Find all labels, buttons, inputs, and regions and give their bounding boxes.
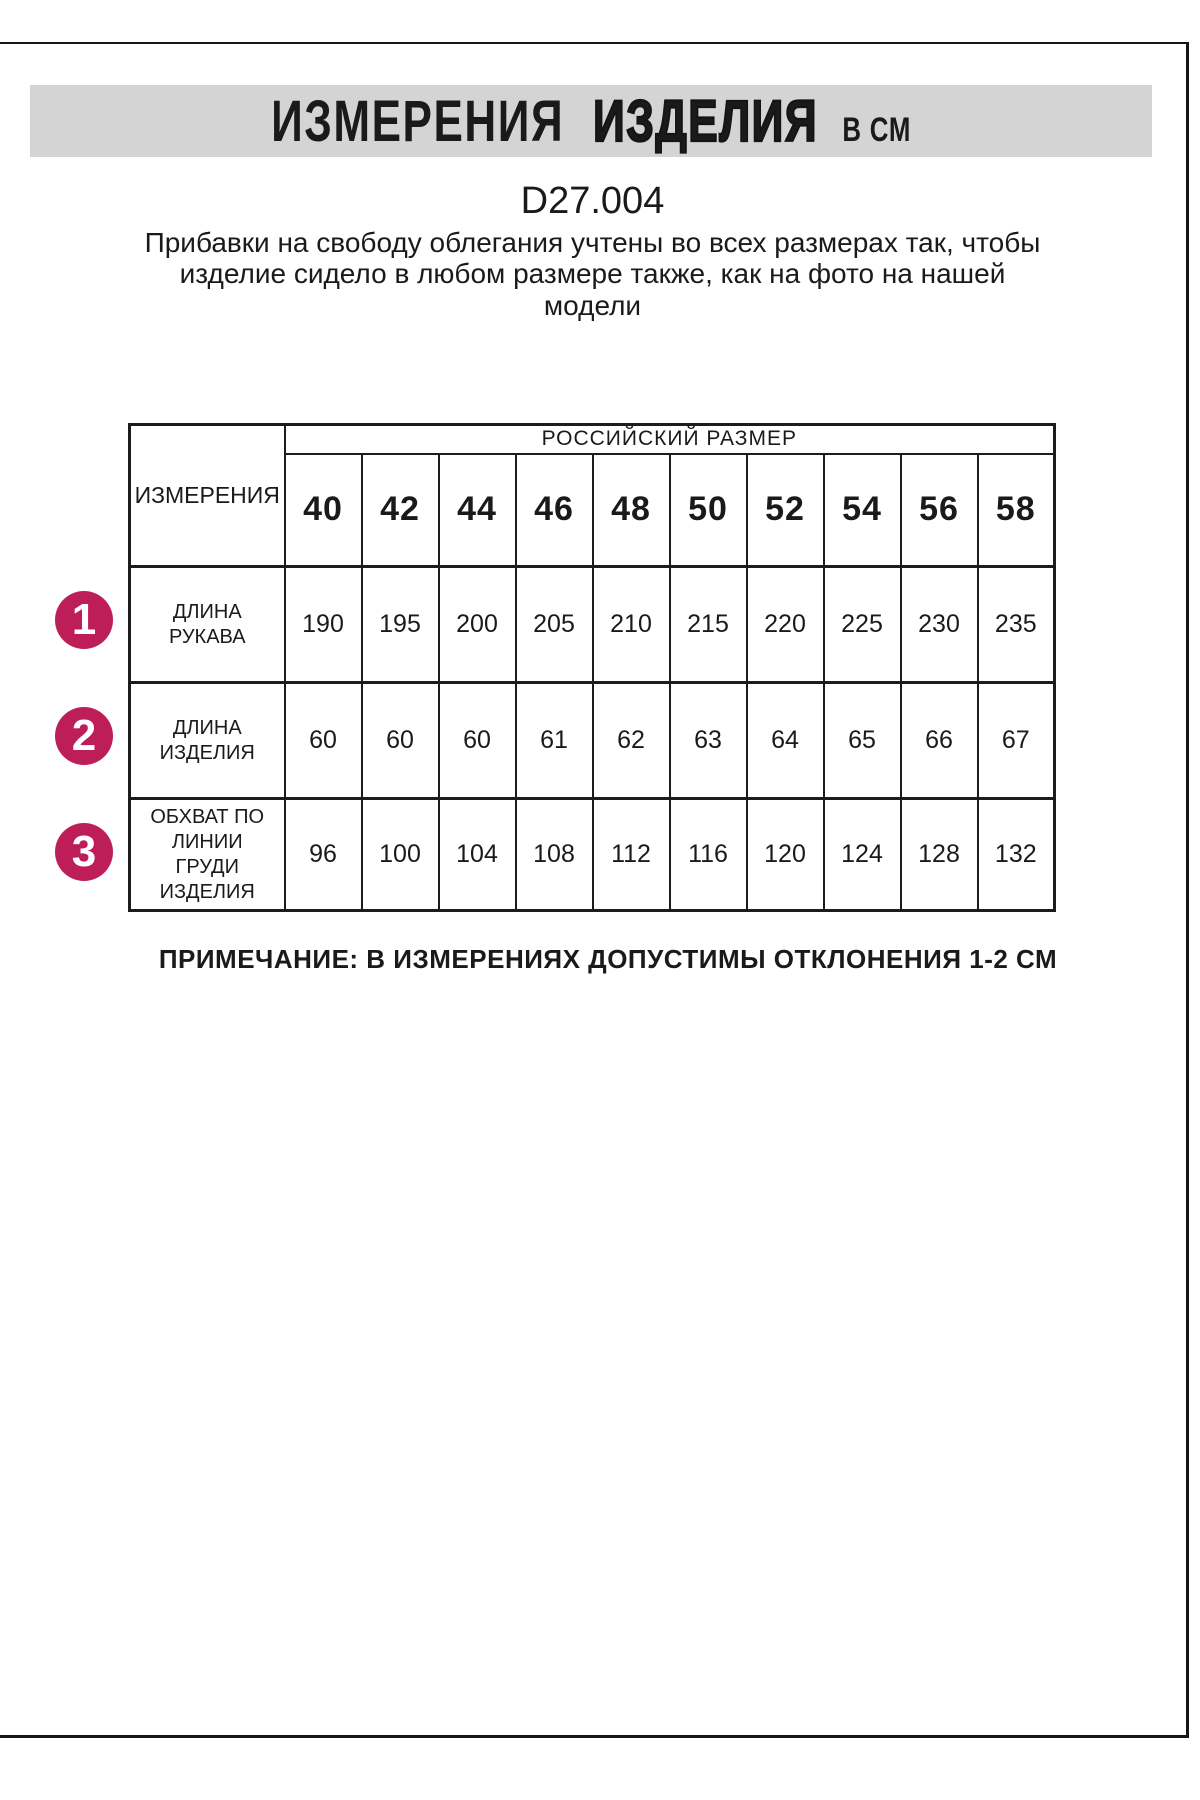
- value-cell: 96: [285, 799, 362, 911]
- measurements-header-cell: ИЗМЕРЕНИЯ: [130, 425, 285, 567]
- title-bar: [30, 85, 1152, 157]
- value-cell: 124: [824, 799, 901, 911]
- value-cell: 230: [901, 567, 978, 683]
- size-header-cell: 50: [670, 454, 747, 567]
- description-line: модели: [543, 289, 642, 321]
- size-header-cell: 46: [516, 454, 593, 567]
- table-row: [130, 799, 1055, 911]
- value-cell: 62: [593, 683, 670, 799]
- size-header-cell: 44: [439, 454, 516, 567]
- value-cell: 132: [978, 799, 1055, 911]
- row-label-cell: ДЛИНА РУКАВА: [130, 567, 285, 683]
- value-cell: 112: [593, 799, 670, 911]
- value-cell: 215: [670, 567, 747, 683]
- page-title-word-2: ИЗДЕЛИЯ: [592, 88, 818, 154]
- row-number-badge-1: 1: [55, 591, 113, 649]
- value-cell: 190: [285, 567, 362, 683]
- value-cell: 66: [901, 683, 978, 799]
- value-cell: 225: [824, 567, 901, 683]
- value-cell: 128: [901, 799, 978, 911]
- model-code: D27.004: [520, 180, 665, 222]
- value-cell: 60: [285, 683, 362, 799]
- page-title: [271, 88, 911, 155]
- value-cell: 61: [516, 683, 593, 799]
- row-label-cell: ДЛИНА ИЗДЕЛИЯ: [130, 683, 285, 799]
- size-header-cell: 54: [824, 454, 901, 567]
- description-text: [0, 227, 1185, 321]
- description-line: изделие сидело в любом размере также, как на фото на нашей: [179, 258, 1006, 290]
- value-cell: 205: [516, 567, 593, 683]
- note-text: ПРИМЕЧАНИЕ: В ИЗМЕРЕНИЯХ ДОПУСТИМЫ ОТКЛОНЕНИЯ 1-2 СМ: [158, 944, 1058, 974]
- size-header-cell: 58: [978, 454, 1055, 567]
- value-cell: 120: [747, 799, 824, 911]
- value-cell: 67: [978, 683, 1055, 799]
- table-row: [130, 683, 1055, 799]
- value-cell: 63: [670, 683, 747, 799]
- value-cell: 116: [670, 799, 747, 911]
- table-header-row: [130, 425, 1055, 454]
- row-number-badge-2: 2: [55, 707, 113, 765]
- value-cell: 65: [824, 683, 901, 799]
- value-cell: 100: [362, 799, 439, 911]
- page-title-units: В СМ: [842, 110, 912, 149]
- size-header-cell: 42: [362, 454, 439, 567]
- size-header-cell: 40: [285, 454, 362, 567]
- size-table-container: [128, 423, 1056, 912]
- value-cell: 220: [747, 567, 824, 683]
- row-label-cell: ОБХВАТ ПО ЛИНИИ ГРУДИ ИЗДЕЛИЯ: [130, 799, 285, 911]
- value-cell: 60: [362, 683, 439, 799]
- value-cell: 60: [439, 683, 516, 799]
- page-title-word-1: ИЗМЕРЕНИЯ: [270, 88, 565, 154]
- value-cell: 210: [593, 567, 670, 683]
- russian-size-header-cell: РОССИЙСКИЙ РАЗМЕР: [285, 425, 1055, 454]
- description-line: Прибавки на свободу облегания учтены во всех размерах так, чтобы: [144, 227, 1041, 258]
- size-header-cell: 56: [901, 454, 978, 567]
- size-header-cell: 48: [593, 454, 670, 567]
- value-cell: 235: [978, 567, 1055, 683]
- size-table: [128, 423, 1056, 912]
- value-cell: 64: [747, 683, 824, 799]
- value-cell: 195: [362, 567, 439, 683]
- value-cell: 200: [439, 567, 516, 683]
- value-cell: 104: [439, 799, 516, 911]
- value-cell: 108: [516, 799, 593, 911]
- row-number-badge-3: 3: [55, 823, 113, 881]
- table-row: [130, 567, 1055, 683]
- size-header-cell: 52: [747, 454, 824, 567]
